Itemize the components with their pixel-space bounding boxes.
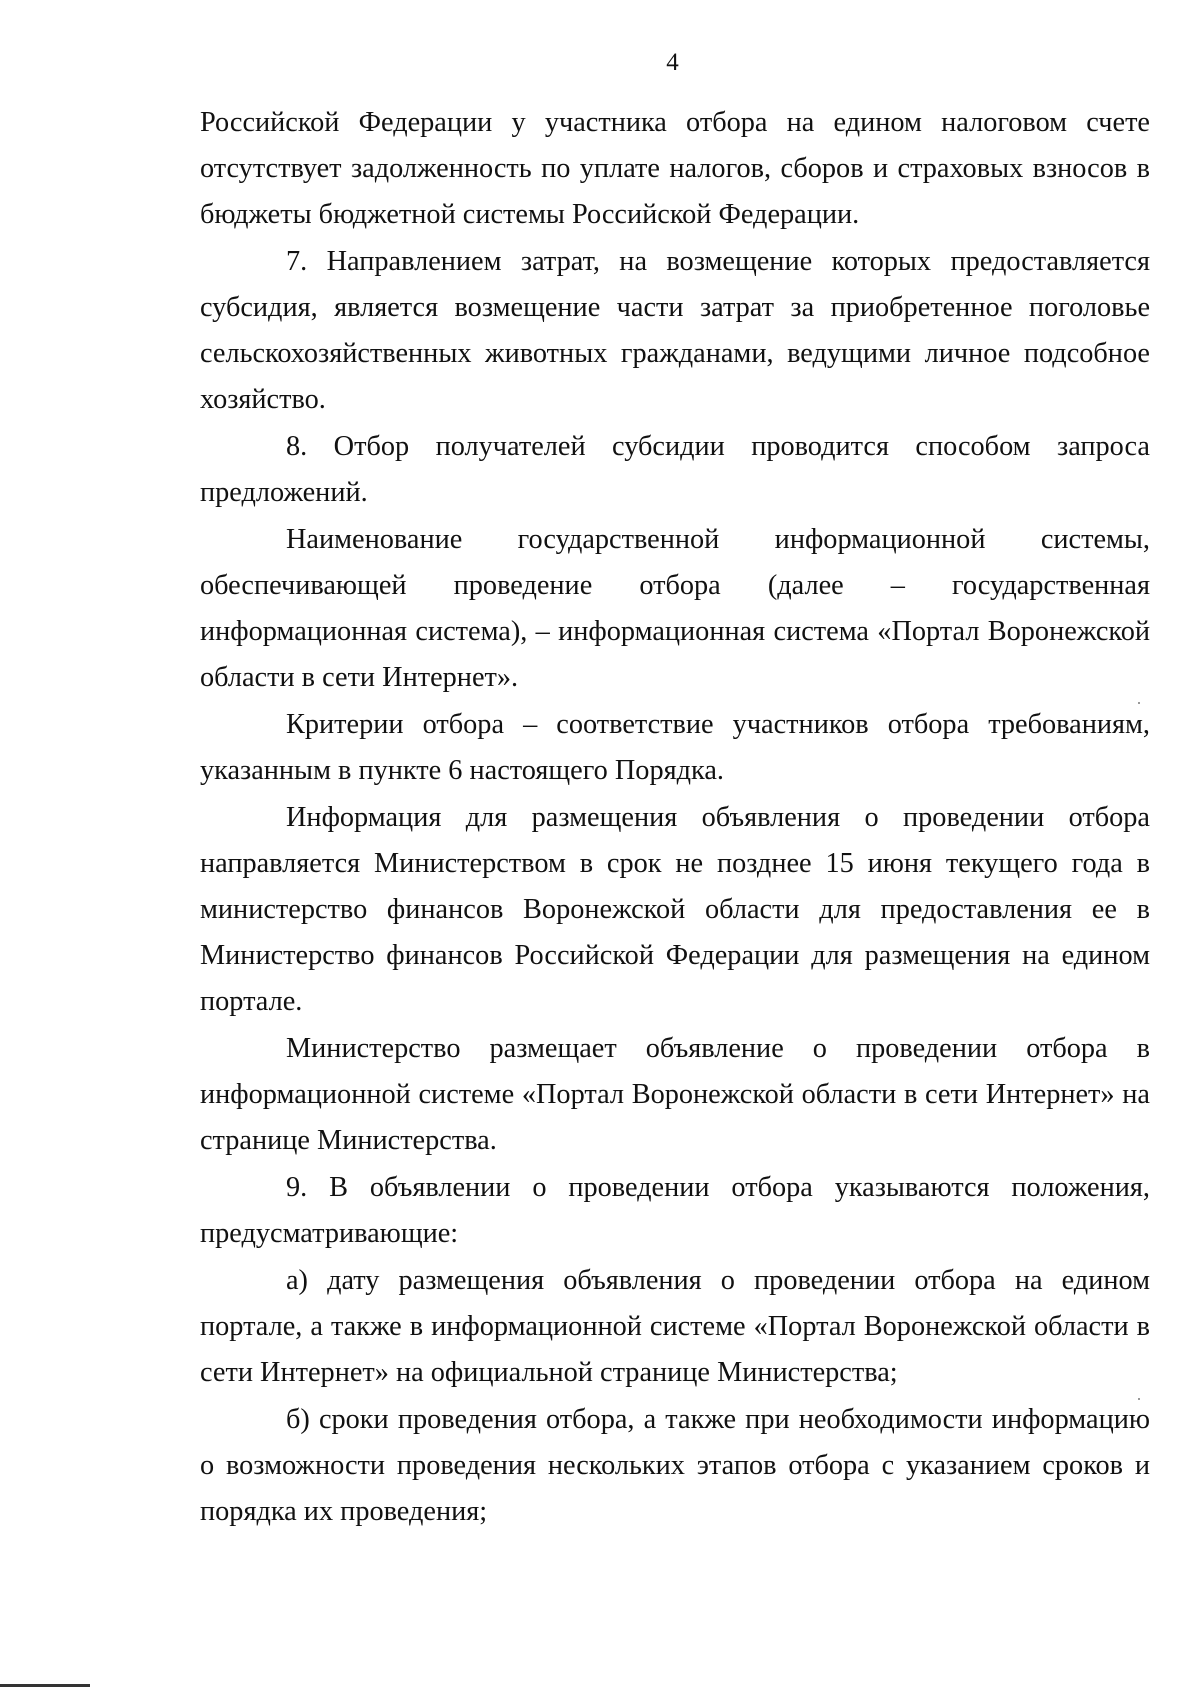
paragraph-ministry-posting: Министерство размещает объявление о проведении отбора в информационной системе «Портал Воронежской области в сети Интернет» на странице Министерства. [200,1033,1150,1156]
paragraph-announcement-info: Информация для размещения объявления о проведении отбора направляется Министерством в срок не позднее 15 июня текущего года в министерство финансов Воронежской области для предоставления ее в Министерство финансов Российской Федерации для размещения на едином портале. [200,802,1150,1017]
paragraph-continuation: Российской Федерации у участника отбора на едином налоговом счете отсутствует задолженность по уплате налогов, сборов и страховых взносов в бюджеты бюджетной системы Российской Федерации. [200,107,1150,230]
paragraph-7: 7. Направлением затрат, на возмещение которых предоставляется субсидия, является возмещение части затрат за приобретенное поголовье сельскохозяйственных животных гражданами, ведущими личное подсобное хозяйство. [200,246,1150,415]
paragraph-criteria: Критерии отбора – соответствие участников отбора требованиям, указанным в пункте 6 настоящего Порядка. [200,709,1150,786]
paragraph-9b: б) сроки проведения отбора, а также при необходимости информацию о возможности проведения нескольких этапов отбора с указанием сроков и порядка их проведения; [200,1404,1150,1527]
paragraph-9a: а) дату размещения объявления о проведении отбора на едином портале, а также в информационной системе «Портал Воронежской области в сети Интернет» на официальной странице Министерства; [200,1265,1150,1388]
paragraph-9: 9. В объявлении о проведении отбора указываются положения, предусматривающие: [200,1172,1150,1249]
document-body [200,100,1150,1536]
scan-edge-mark [0,1684,90,1687]
paragraph-information-system: Наименование государственной информационной системы, обеспечивающей проведение отбора (далее – государственная информационная система), – информационная система «Портал Воронежской области в сети Интернет». [200,524,1150,693]
scan-artifact [1138,702,1140,704]
page-number: 4 [666,49,679,76]
paragraph-8: 8. Отбор получателей субсидии проводится способом запроса предложений. [200,431,1150,508]
scan-artifact [1138,1398,1140,1400]
